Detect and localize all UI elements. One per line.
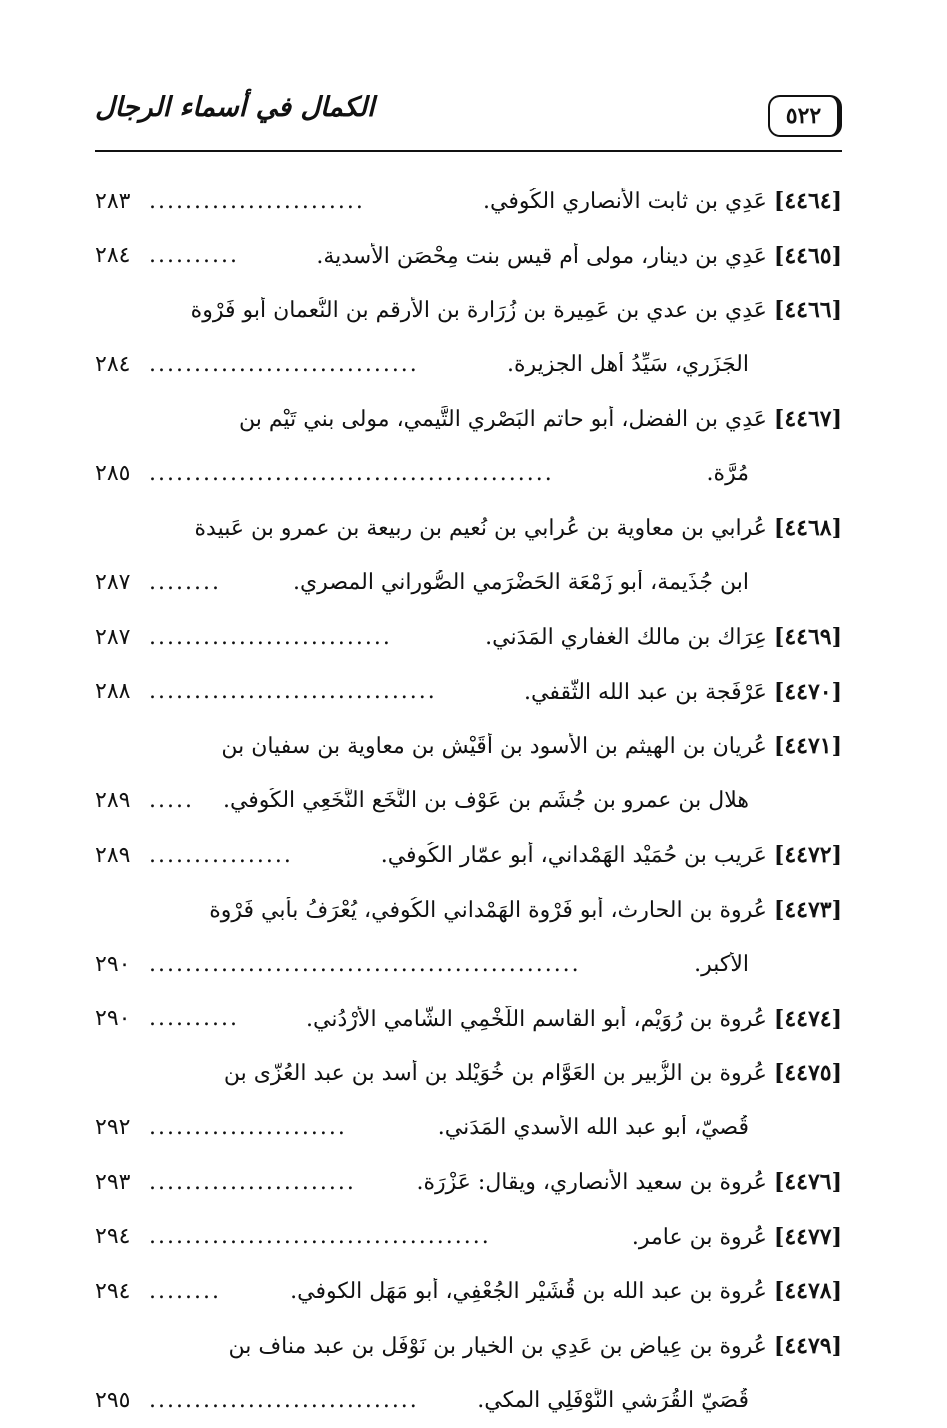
entry-number: [٤٤٧١] — [773, 733, 842, 760]
entry-text — [425, 1388, 842, 1413]
index-entry-line — [95, 338, 842, 393]
entry-number: [٤٤٧٣] — [773, 896, 842, 923]
dot-leader: ...................... — [149, 1115, 347, 1141]
page-reference: ٢٩٠ — [95, 1006, 131, 1032]
index-entry-line — [95, 283, 842, 338]
entry-number: [٤٤٧٩] — [773, 1332, 842, 1359]
entry-name: هلال بن عمرو بن جُشَم بن عَوْف بن النَّخَع النَّخَعِي الكُوفي. — [222, 788, 749, 814]
dot-leader: ...................................... — [149, 1224, 491, 1250]
entry-text — [227, 570, 842, 595]
entry-number: [٤٤٧٥] — [773, 1060, 842, 1087]
entry-number: [٤٤٦٤] — [773, 188, 842, 215]
page-reference: ٢٩٠ — [95, 951, 131, 977]
page-header — [95, 86, 842, 152]
index-entry-line — [95, 447, 842, 502]
entry-text — [371, 188, 842, 214]
page-reference: ٢٨٣ — [95, 188, 131, 214]
entry-number: [٤٤٦٦] — [773, 297, 842, 324]
entry-number: [٤٤٦٨] — [773, 515, 842, 542]
entry-text — [95, 897, 842, 923]
entry-text — [398, 624, 842, 650]
entry-text — [443, 679, 842, 705]
entry-text — [587, 952, 842, 977]
index-entry-line — [95, 392, 842, 447]
page-reference: ٢٨٩ — [95, 842, 131, 868]
page-reference: ٢٩٤ — [95, 1278, 131, 1304]
entry-name: قُصيّ، أبو عبد الله الأسدي المَدَني. — [437, 1115, 749, 1141]
entry-text — [95, 515, 842, 541]
index-entry-line — [95, 1155, 842, 1210]
entry-name: مُرَّة. — [706, 461, 749, 487]
entry-name: عِرَاك بن مالك الغفاري المَدَني. — [485, 625, 767, 651]
entry-text — [299, 842, 842, 868]
page-reference: ٢٩٥ — [95, 1387, 131, 1413]
page-reference: ٢٩٤ — [95, 1224, 131, 1250]
entry-text — [95, 1333, 842, 1359]
index-entry-line — [95, 1373, 842, 1428]
page-reference: ٢٨٧ — [95, 570, 131, 596]
entry-text — [95, 733, 842, 759]
entry-name: عُريان بن الهيثم بن الأسود بن أُقَيْش بن معاوية بن سفيان بن — [221, 734, 767, 760]
entry-number: [٤٤٧٦] — [773, 1169, 842, 1196]
entry-name: عَدِي بن الفضل، أبو حاتم البَصْري التَّيمي، مولى بني تَيْم بن — [239, 407, 767, 433]
index-entry-line — [95, 1101, 842, 1156]
dot-leader: ............................................. — [149, 461, 554, 487]
page-reference: ٢٨٥ — [95, 461, 131, 487]
entry-text — [362, 1169, 842, 1195]
entry-number: [٤٤٧٢] — [773, 842, 842, 869]
entry-number: [٤٤٦٧] — [773, 406, 842, 433]
entry-name: عُروة بن الحارث، أبو فَرْوة الهَمْداني الكُوفي، يُعْرَفُ بأبي فَرْوة — [209, 897, 767, 923]
entry-name: عُرابي بن معاوية بن عُرابي بن نُعيم بن ربيعة بن عمرو بن عَبيدة — [194, 516, 767, 542]
index-entries — [95, 174, 842, 1428]
entry-name: عَدِي بن دينار، مولى أُم قيس بنت مِحْصَن الأسدية. — [316, 243, 767, 269]
page-reference: ٢٩٣ — [95, 1169, 131, 1195]
entry-text — [227, 1278, 842, 1304]
entry-number: [٤٤٧٨] — [773, 1278, 842, 1305]
index-entry-line — [95, 556, 842, 611]
page-reference: ٢٩٢ — [95, 1115, 131, 1141]
dot-leader: ................................ — [149, 679, 437, 705]
entry-name: عُروة بن عِياض بن عَدِي بن الخيار بن نَوْفَل بن عبد مناف بن — [228, 1333, 767, 1359]
entry-text — [425, 352, 842, 377]
entry-text — [245, 1006, 842, 1032]
page-reference: ٢٨٤ — [95, 352, 131, 378]
page-reference: ٢٨٩ — [95, 788, 131, 814]
entry-name: عَدِي بن ثابت الأنصاري الكُوفي. — [483, 189, 767, 215]
index-entry-line — [95, 1046, 842, 1101]
index-entry-line — [95, 719, 842, 774]
entry-text — [497, 1224, 842, 1250]
entry-name: عُروة بن سعيد الأنصاري، ويقال: عَزْرَة. — [416, 1170, 767, 1196]
page-number-box — [768, 95, 842, 137]
entry-number: [٤٤٦٥] — [773, 242, 842, 269]
dot-leader: .......... — [149, 1006, 239, 1032]
page-reference: ٢٨٤ — [95, 243, 131, 269]
dot-leader: ........................... — [149, 624, 392, 650]
index-entry-line — [95, 828, 842, 883]
index-entry-line — [95, 610, 842, 665]
entry-name: عُروة بن عبد الله بن قُشَيْر الجُعْفِي، أبو مَهَل الكوفي. — [290, 1279, 767, 1305]
index-entry-line — [95, 883, 842, 938]
page-reference: ٢٨٨ — [95, 679, 131, 705]
dot-leader: ................ — [149, 842, 293, 868]
entry-name: عُروة بن الزُّبير بن العَوَّام بن خُوَيْلد بن أسد بن عبد العُزّى بن — [223, 1061, 767, 1087]
dot-leader: .............................. — [149, 1387, 419, 1413]
index-entry-line — [95, 1264, 842, 1319]
dot-leader: ........ — [149, 570, 221, 596]
dot-leader: ....................... — [149, 1169, 356, 1195]
entry-number: [٤٤٧٤] — [773, 1005, 842, 1032]
entry-name: عَرِيب بن حُمَيْد الهَمْداني، أبو عمّار الكُوفي. — [380, 843, 767, 869]
index-entry-line — [95, 774, 842, 829]
header-rule — [95, 150, 842, 152]
index-entry-line — [95, 174, 842, 229]
index-entry-line — [95, 665, 842, 720]
entry-name: عُروة بن رُوَيْم، أبو القاسم اللَّخْمِي الشَّامي الأُرْدُني. — [306, 1006, 767, 1032]
entry-name: الأكبر. — [694, 951, 749, 977]
dot-leader: ..... — [149, 788, 194, 814]
entry-text — [95, 1060, 842, 1086]
page-reference: ٢٨٧ — [95, 624, 131, 650]
entry-name: عَرْفَجة بن عبد الله الثَّقفي. — [524, 679, 767, 705]
page-number: ٥٢٢ — [785, 103, 822, 129]
entry-name: ابن جُذَيمة، أبو زَمْعَة الحَضْرَمي الصُّوراني المصري. — [292, 570, 749, 596]
book-title: الكمال في أسماء الرجال — [95, 92, 375, 123]
entry-text — [200, 788, 842, 813]
entry-name: قُصَيّ القُرَشي النَّوْفَلِي المكي. — [477, 1387, 749, 1413]
index-entry-line — [95, 937, 842, 992]
dot-leader: .............................. — [149, 352, 419, 378]
index-entry-line — [95, 229, 842, 284]
dot-leader: ................................................ — [149, 951, 581, 977]
index-entry-line — [95, 992, 842, 1047]
entry-number: [٤٤٦٩] — [773, 624, 842, 651]
entry-text — [353, 1115, 842, 1140]
entry-text — [245, 243, 842, 269]
entry-number: [٤٤٧٧] — [773, 1223, 842, 1250]
dot-leader: .......... — [149, 243, 239, 269]
dot-leader: ........ — [149, 1278, 221, 1304]
index-entry-line — [95, 501, 842, 556]
entry-text — [95, 297, 842, 323]
dot-leader: ........................ — [149, 188, 365, 214]
index-entry-line — [95, 1210, 842, 1265]
entry-name: عَدِي بن عدي بن عَمِيرة بن زُرَارة بن الأرقم بن النُّعمان أبو فَرْوة — [190, 298, 767, 324]
index-entry-line — [95, 1319, 842, 1374]
entry-text — [560, 461, 842, 486]
entry-name: الجَزَري، سَيِّدُ أهل الجزيرة. — [506, 352, 749, 378]
entry-number: [٤٤٧٠] — [773, 678, 842, 705]
entry-name: عُروة بن عامر. — [631, 1224, 767, 1250]
entry-text — [95, 406, 842, 432]
